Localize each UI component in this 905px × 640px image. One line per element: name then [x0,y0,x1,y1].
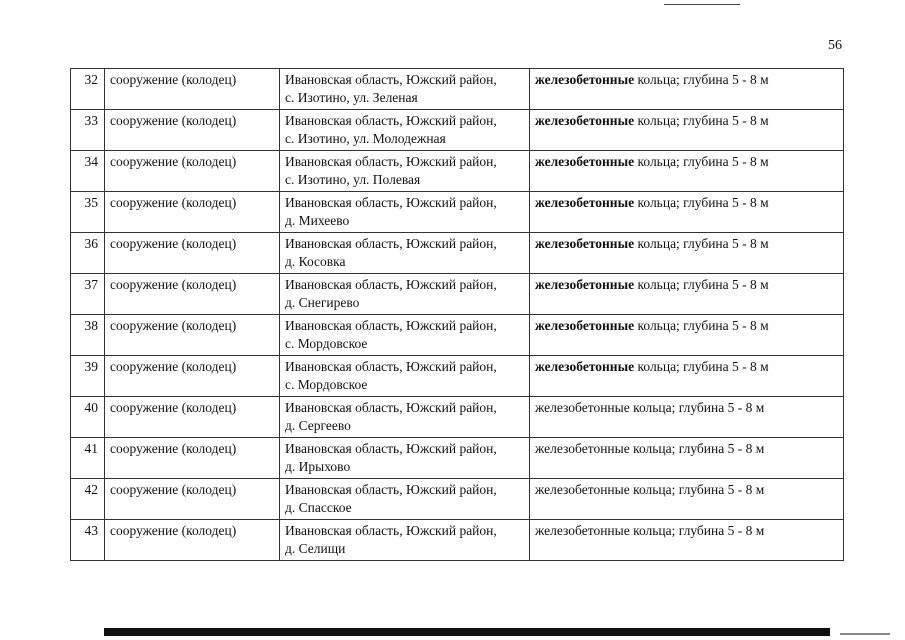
scan-edge-bar [104,628,830,636]
address-line-1: Ивановская область, Южский район, [285,359,497,374]
scan-line [664,4,740,5]
description [530,233,844,274]
description-rest: кольца; глубина 5 - 8 м [634,236,769,251]
row-number: 38 [71,315,105,356]
material: железобетонные [535,236,635,251]
address-line-2: с. Изотино, ул. Зеленая [285,90,418,105]
address-line-2: д. Селищи [285,541,346,556]
address [280,438,530,479]
object-type: сооружение (колодец) [105,479,280,520]
table-row [71,520,844,561]
address-line-1: Ивановская область, Южский район, [285,400,497,415]
object-type: сооружение (колодец) [105,274,280,315]
address [280,233,530,274]
address-line-2: д. Михеево [285,213,350,228]
description-rest: кольца; глубина 5 - 8 м [634,72,769,87]
description [530,520,844,561]
object-type: сооружение (колодец) [105,69,280,110]
row-number: 35 [71,192,105,233]
address [280,397,530,438]
description-rest: кольца; глубина 5 - 8 м [629,482,765,497]
description-rest: кольца; глубина 5 - 8 м [629,441,765,456]
table-row [71,315,844,356]
material: железобетонные [535,523,630,538]
address-line-2: с. Изотино, ул. Молодежная [285,131,446,146]
description [530,110,844,151]
object-type: сооружение (колодец) [105,192,280,233]
address-line-1: Ивановская область, Южский район, [285,72,497,87]
description-rest: кольца; глубина 5 - 8 м [634,195,769,210]
description-rest: кольца; глубина 5 - 8 м [634,277,769,292]
object-type: сооружение (колодец) [105,151,280,192]
description [530,69,844,110]
material: железобетонные [535,277,635,292]
page-number: 56 [828,38,842,53]
address-line-2: д. Спасское [285,500,352,515]
description-rest: кольца; глубина 5 - 8 м [634,318,769,333]
row-number: 36 [71,233,105,274]
address-line-1: Ивановская область, Южский район, [285,154,497,169]
material: железобетонные [535,195,635,210]
address-line-1: Ивановская область, Южский район, [285,277,497,292]
row-number: 42 [71,479,105,520]
description [530,151,844,192]
address-line-1: Ивановская область, Южский район, [285,318,497,333]
address-line-1: Ивановская область, Южский район, [285,236,497,251]
description-rest: кольца; глубина 5 - 8 м [629,400,765,415]
address-line-2: д. Ирыхово [285,459,351,474]
wells-table [70,68,844,561]
object-type: сооружение (колодец) [105,356,280,397]
table-row [71,192,844,233]
row-number: 40 [71,397,105,438]
address-line-2: с. Изотино, ул. Полевая [285,172,421,187]
address-line-1: Ивановская область, Южский район, [285,523,497,538]
material: железобетонные [535,359,635,374]
description-rest: кольца; глубина 5 - 8 м [629,523,765,538]
address-line-1: Ивановская область, Южский район, [285,195,497,210]
object-type: сооружение (колодец) [105,438,280,479]
material: железобетонные [535,113,635,128]
table-row [71,397,844,438]
table-row [71,479,844,520]
address [280,110,530,151]
description [530,315,844,356]
object-type: сооружение (колодец) [105,397,280,438]
description [530,479,844,520]
table-row [71,274,844,315]
description [530,356,844,397]
description-rest: кольца; глубина 5 - 8 м [634,113,769,128]
material: железобетонные [535,72,635,87]
table-row [71,151,844,192]
table-row [71,356,844,397]
description [530,192,844,233]
address-line-2: д. Косовка [285,254,346,269]
table-row [71,110,844,151]
material: железобетонные [535,154,635,169]
material: железобетонные [535,482,630,497]
description [530,397,844,438]
address-line-2: с. Мордовское [285,377,368,392]
description [530,274,844,315]
scan-edge-mark [840,633,890,635]
row-number: 32 [71,69,105,110]
material: железобетонные [535,318,635,333]
address-line-2: д. Сергеево [285,418,351,433]
address-line-2: д. Снегирево [285,295,360,310]
material: железобетонные [535,441,630,456]
object-type: сооружение (колодец) [105,233,280,274]
address-line-1: Ивановская область, Южский район, [285,482,497,497]
row-number: 41 [71,438,105,479]
object-type: сооружение (колодец) [105,110,280,151]
description [530,438,844,479]
description-rest: кольца; глубина 5 - 8 м [634,154,769,169]
table-row [71,233,844,274]
address-line-2: с. Мордовское [285,336,368,351]
object-type: сооружение (колодец) [105,315,280,356]
address [280,274,530,315]
address [280,69,530,110]
address [280,356,530,397]
description-rest: кольца; глубина 5 - 8 м [634,359,769,374]
address [280,479,530,520]
row-number: 34 [71,151,105,192]
material: железобетонные [535,400,630,415]
object-type: сооружение (колодец) [105,520,280,561]
row-number: 33 [71,110,105,151]
address [280,151,530,192]
address [280,315,530,356]
address [280,192,530,233]
row-number: 43 [71,520,105,561]
row-number: 37 [71,274,105,315]
table-row [71,438,844,479]
address-line-1: Ивановская область, Южский район, [285,113,497,128]
table-row [71,69,844,110]
address [280,520,530,561]
address-line-1: Ивановская область, Южский район, [285,441,497,456]
row-number: 39 [71,356,105,397]
